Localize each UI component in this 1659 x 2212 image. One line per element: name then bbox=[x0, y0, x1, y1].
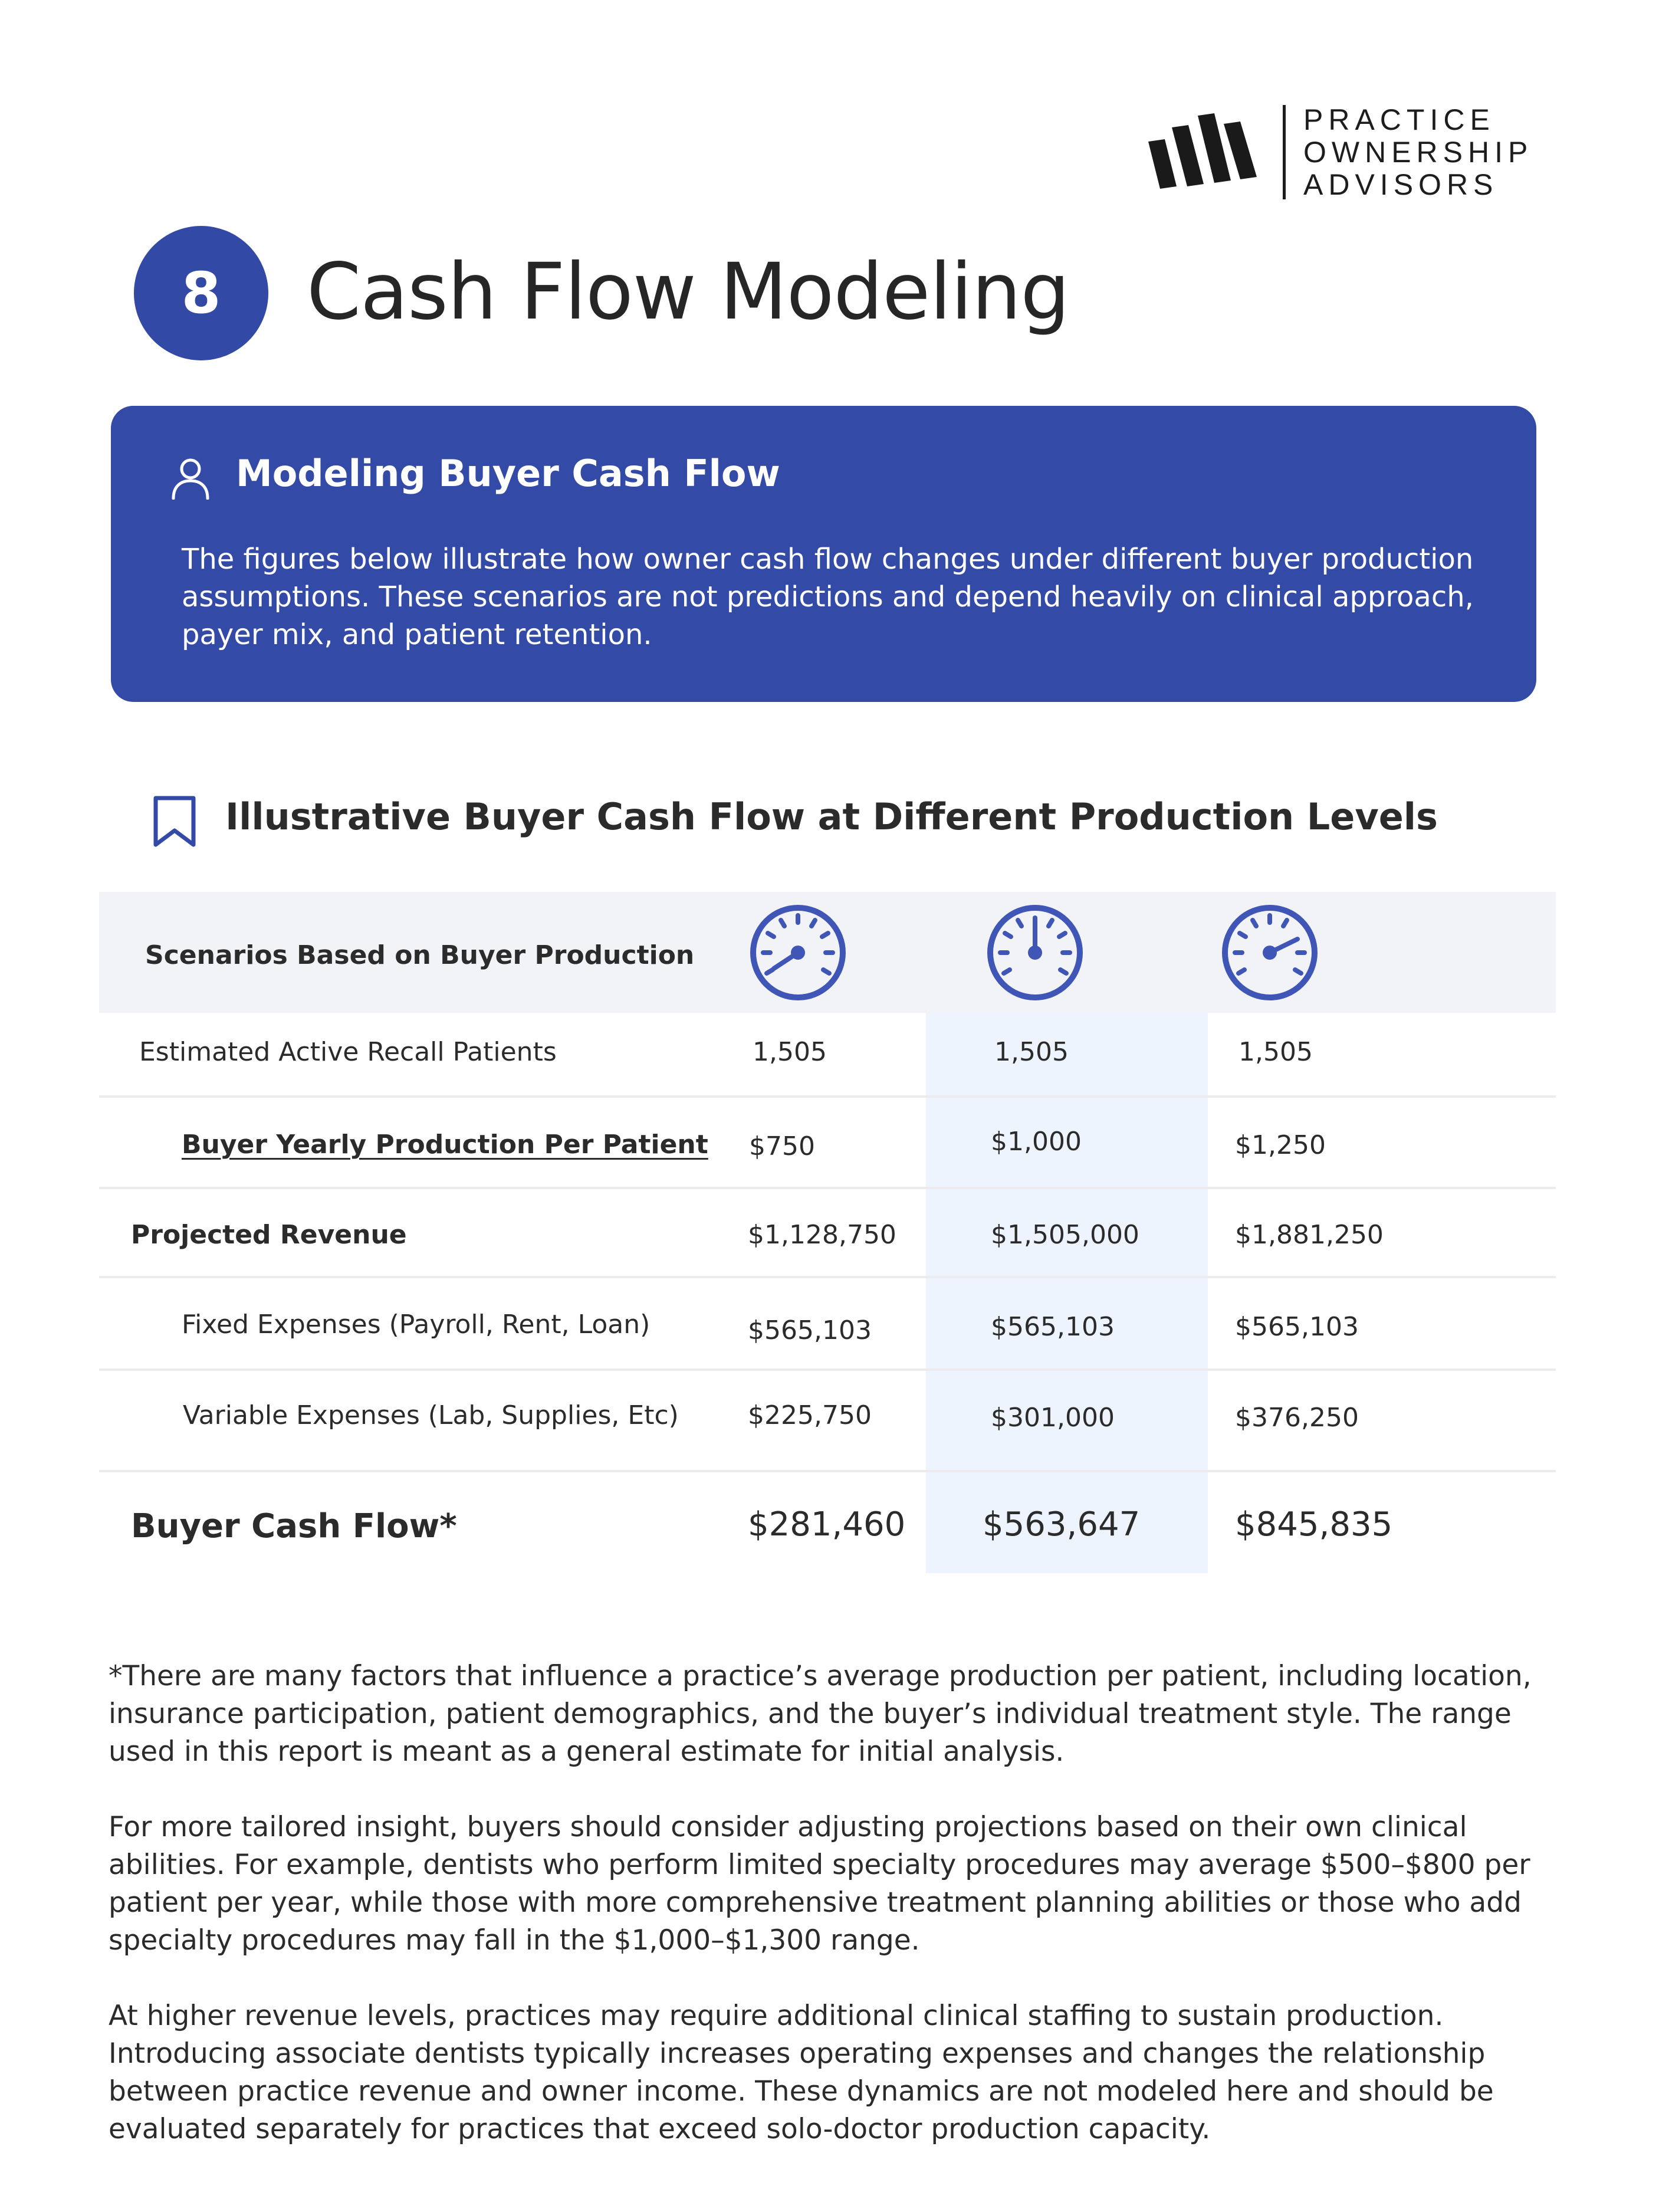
logo-divider bbox=[1283, 105, 1286, 199]
gauge-high-icon bbox=[1220, 902, 1320, 1003]
company-logo bbox=[1147, 103, 1533, 201]
row-label-production-per-patient: Buyer Yearly Production Per Patient bbox=[182, 1130, 708, 1160]
cell-fixed-low: $565,103 bbox=[748, 1315, 872, 1345]
cell-recall-mid: 1,505 bbox=[994, 1037, 1069, 1067]
row-label-fixed-expenses: Fixed Expenses (Payroll, Rent, Loan) bbox=[182, 1310, 651, 1340]
intro-body: The figures below illustrate how owner cash flow changes under different buyer production assumptions. These scenarios are not predictions and depend heavily on clinical approach, payer mix, and patient retention. bbox=[182, 543, 1474, 651]
cell-variable-high: $376,250 bbox=[1235, 1403, 1359, 1433]
row-divider bbox=[99, 1095, 1556, 1098]
footnotes bbox=[109, 1658, 1559, 2186]
cell-variable-low: $225,750 bbox=[748, 1400, 872, 1430]
cell-production-high: $1,250 bbox=[1235, 1130, 1326, 1160]
row-label-projected-revenue: Projected Revenue bbox=[131, 1220, 407, 1250]
cell-fixed-mid: $565,103 bbox=[991, 1312, 1115, 1342]
row-label-recall-patients: Estimated Active Recall Patients bbox=[139, 1037, 557, 1067]
logo-line-1: PRACTICE bbox=[1303, 103, 1495, 136]
row-label-variable-expenses: Variable Expenses (Lab, Supplies, Etc) bbox=[183, 1400, 679, 1430]
logo-mark-icon bbox=[1147, 111, 1265, 191]
footnote-tailored-insight: For more tailored insight, buyers should consider adjusting projections based on their own clinical abilities. For example, dentists who perform limited specialty procedures may average $500–$800 per patient per year, while those with more comprehensive treatment planning abilities or those who add specialty procedures may fall in the $1,000–$1,300 range. bbox=[109, 1811, 1530, 1957]
cell-cashflow-high: $845,835 bbox=[1235, 1505, 1393, 1544]
cell-production-mid: $1,000 bbox=[991, 1127, 1082, 1157]
intro-callout bbox=[111, 406, 1536, 702]
person-icon bbox=[170, 457, 211, 500]
bookmark-icon bbox=[152, 795, 197, 848]
cash-flow-table bbox=[99, 892, 1556, 1573]
section-number-badge: 8 bbox=[134, 226, 268, 360]
cell-cashflow-mid: $563,647 bbox=[983, 1505, 1141, 1544]
cell-revenue-low: $1,128,750 bbox=[748, 1220, 896, 1250]
logo-line-3: ADVISORS bbox=[1303, 168, 1499, 201]
cell-variable-mid: $301,000 bbox=[991, 1403, 1115, 1433]
table-header-label: Scenarios Based on Buyer Production bbox=[145, 940, 695, 970]
row-divider bbox=[99, 1187, 1556, 1189]
footnote-production-factors: *There are many factors that influence a practice’s average production per patient, including location, insurance participation, patient demographics, and the buyer’s individual treatment style. The range used in this report is meant as a general estimate for initial analysis. bbox=[109, 1660, 1532, 1768]
cell-cashflow-low: $281,460 bbox=[748, 1505, 906, 1544]
row-label-buyer-cash-flow: Buyer Cash Flow* bbox=[131, 1507, 457, 1545]
table-title: Illustrative Buyer Cash Flow at Different Production Levels bbox=[225, 795, 1438, 838]
logo-line-2: OWNERSHIP bbox=[1303, 136, 1533, 169]
cell-recall-high: 1,505 bbox=[1238, 1037, 1313, 1067]
intro-heading: Modeling Buyer Cash Flow bbox=[236, 452, 780, 495]
row-divider bbox=[99, 1276, 1556, 1278]
row-divider bbox=[99, 1470, 1556, 1472]
row-divider bbox=[99, 1368, 1556, 1371]
logo-wordmark bbox=[1303, 104, 1533, 201]
cell-fixed-high: $565,103 bbox=[1235, 1312, 1359, 1342]
cell-revenue-high: $1,881,250 bbox=[1235, 1220, 1384, 1250]
cell-revenue-mid: $1,505,000 bbox=[991, 1220, 1139, 1250]
page-title: Cash Flow Modeling bbox=[307, 247, 1070, 337]
gauge-mid-icon bbox=[985, 902, 1085, 1003]
gauge-low-icon bbox=[748, 902, 848, 1003]
cell-production-low: $750 bbox=[749, 1131, 815, 1161]
footnote-higher-revenue: At higher revenue levels, practices may require additional clinical staffing to sustain production. Introducing associate dentists typically increases operating expenses and changes the relationship between practice revenue and owner income. These dynamics are not modeled here and should be evaluated separately for practices that exceed solo-doctor production capacity. bbox=[109, 2000, 1494, 2145]
cell-recall-low: 1,505 bbox=[753, 1037, 827, 1067]
